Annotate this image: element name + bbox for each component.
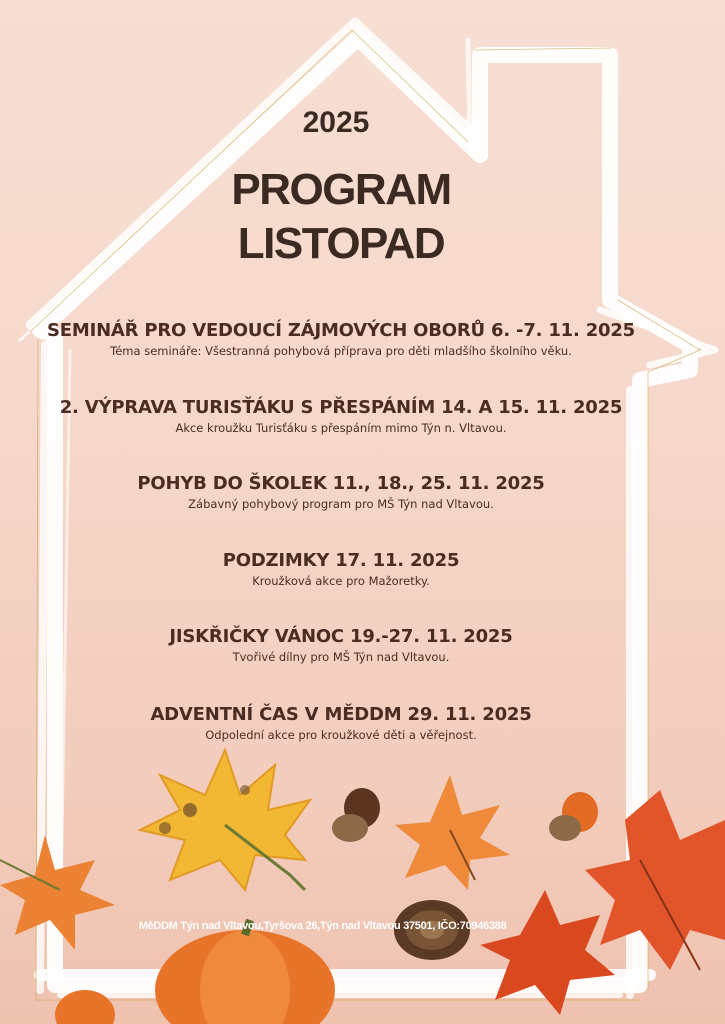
pumpkin [55, 990, 115, 1024]
pumpkin [155, 920, 335, 1024]
event-christmas-sparks [40, 626, 642, 664]
event-description: Akce kroužku Turisťáku s přespáním mimo Týn n. Vltavou. [175, 421, 507, 435]
month-title: LISTOPAD [237, 219, 445, 268]
program-title: PROGRAM [231, 165, 451, 214]
maple-leaf [480, 890, 615, 1015]
acorn [332, 788, 380, 842]
event-title: 2. VÝPRAVA TURISŤÁKU S PŘESPÁNÍM 14. A 15. 11. 2025 [59, 397, 623, 418]
footer-address: MěDDM Týn nad Vltavou,Tyršova 26,Týn nad Vltavou 37501, IČO:70946388 [138, 920, 507, 932]
event-seminar [40, 320, 642, 358]
event-title: ADVENTNÍ ČAS V MĚDDM 29. 11. 2025 [150, 704, 532, 725]
event-description: Kroužková akce pro Mažoretky. [252, 574, 430, 588]
event-description: Odpolední akce pro kroužkové děti a věřejnost. [205, 728, 477, 742]
event-podzimky [40, 550, 642, 588]
maple-leaf [585, 790, 725, 970]
event-kindergarten-movement [40, 473, 642, 511]
event-hiking-trip [40, 397, 642, 435]
event-advent-time [40, 704, 642, 742]
event-description: Zábavný pohybový program pro MŠ Týn nad Vltavou. [188, 497, 494, 511]
event-title: JISKŘIČKY VÁNOC 19.-27. 11. 2025 [169, 626, 513, 647]
maple-leaf [395, 775, 510, 890]
maple-leaf [0, 835, 115, 950]
year-heading: 2025 [302, 106, 370, 139]
event-title: SEMINÁŘ PRO VEDOUCÍ ZÁJMOVÝCH OBORŮ 6. -7. 11. 2025 [47, 320, 635, 341]
event-description: Téma semináře: Všestranná pohybová příprava pro děti mladšího školního věku. [110, 344, 572, 358]
event-title: POHYB DO ŠKOLEK 11., 18., 25. 11. 2025 [137, 473, 545, 494]
maple-leaf [140, 750, 310, 890]
autumn-decoration [0, 740, 725, 1024]
event-description: Tvořivé dílny pro MŠ Týn nad Vltavou. [232, 650, 450, 664]
acorn [549, 792, 598, 841]
event-title: PODZIMKY 17. 11. 2025 [222, 550, 460, 571]
